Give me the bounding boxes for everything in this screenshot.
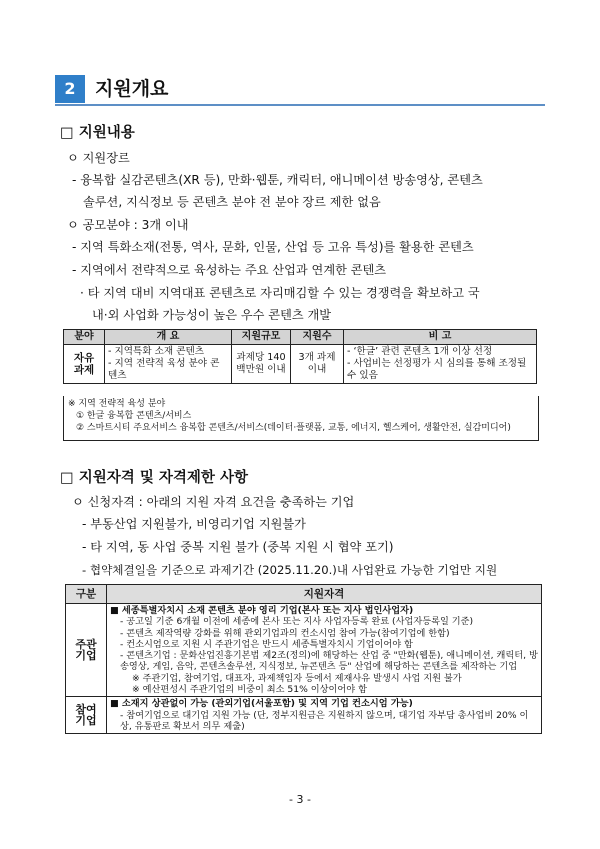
count-cell: 3개 과제 이내 [291,345,344,384]
table-header: 지원자격 [107,585,542,604]
eligibility-cell [107,604,542,697]
eligibility-heading: □ 지원자격 및 자격제한 사항 [60,470,248,486]
support-line: ㅇ 공모분야 : 3개 이내 [67,218,189,232]
support-field-table [63,329,537,384]
table-notes [63,396,539,441]
table-row [66,604,542,697]
eligibility-item: - 컨소시엄으로 지원 시 주관기업은 반드시 세종특별자치시 기업이어야 함 [120,638,413,650]
scale-cell: 과제당 140 백만원 이내 [232,345,291,384]
table-header: 지원규모 [232,330,291,345]
support-line: · 타 지역 대비 지역대표 콘텐츠로 자리매김할 수 있는 경쟁력을 확보하고 국 [80,286,480,300]
support-content-heading: □ 지원내용 [60,125,135,141]
eligibility-item: - 콘텐츠 제작역량 강화를 위해 관외기업과의 컨소시엄 참여 가능(참여기업에 한함) [120,627,450,639]
section-header [55,75,545,103]
overview-item: - 지역특화 소재 콘텐츠 [108,346,205,357]
row-label: 주관 기업 [66,604,107,697]
row-label: 자유 과제 [64,345,105,384]
section-number: 2 [55,75,85,103]
section-divider [55,104,545,106]
note-line: ※ 지역 전략적 육성 분야 [68,399,166,409]
eligibility-note: ※ 예산편성시 주관기업의 비중이 최소 51% 이상이어야 함 [132,684,367,696]
eligibility-heading-line: ■ 소재지 상관없이 가능 (관외기업(서울포함) 및 지역 기업 컨소시엄 가능) [110,698,413,710]
eligibility-note: ※ 주관기업, 참여기업, 대표자, 과제책임자 등에서 제재사유 발생시 사업 지원 불가 [132,672,462,684]
eligibility-line: - 협약체결일을 기준으로 과제기간 (2025.11.20.)내 사업완료 가능한 기업만 지원 [82,563,498,577]
eligibility-line: - 부동산업 지원불가, 비영리기업 지원불가 [82,517,306,531]
eligibility-item: - 공고일 기준 6개월 이전에 세종에 본사 또는 지사 사업자등록 완료 (사업자등록일 기준) [120,616,474,628]
table-row [66,697,542,734]
eligibility-item: - 참여기업으로 대기업 지원 가능 (단, 정부지원금은 지원하지 않으며, 대기업 자부담 총사업비 20% 이상, 유통판로 확보서 의무 제출) [120,709,529,732]
eligibility-table [65,584,542,734]
support-line: 내·외 사업화 가능성이 높은 우수 콘텐츠 개발 [92,308,332,322]
support-line: - 지역 특화소재(전통, 역사, 문화, 인물, 산업 등 고유 특성)를 활용한 콘텐츠 [72,240,474,254]
table-header: 구분 [66,585,107,604]
table-header: 분야 [64,330,105,345]
support-line: - 지역에서 전략적으로 육성하는 주요 산업과 연계한 콘텐츠 [72,263,387,277]
table-header: 개 요 [105,330,232,345]
eligibility-line: ㅇ 신청자격 : 아래의 지원 자격 요건을 충족하는 기업 [72,495,355,509]
remarks-cell [344,345,537,384]
eligibility-cell [107,697,542,734]
table-header: 비 고 [344,330,537,345]
remark-item: - ‘한글’ 관련 콘텐츠 1개 이상 선정 [347,346,493,357]
support-line: - 융복합 실감콘텐츠(XR 등), 만화·웹툰, 캐릭터, 애니메이션 방송영상, 콘텐츠 [72,173,483,187]
table-row [64,345,537,384]
eligibility-heading-line: ■ 세종특별자치시 소재 콘텐츠 분야 영리 기업(본사 또는 지사 법인사업자) [110,605,414,616]
table-header: 지원수 [291,330,344,345]
page-number: - 3 - [289,793,311,806]
table-header-row [64,330,537,345]
support-line: ㅇ 지원장르 [67,151,130,165]
support-line: 솔루션, 지식정보 등 콘텐츠 분야 전 분야 장르 제한 없음 [83,195,381,209]
row-label: 참여 기업 [66,697,107,734]
note-line: ② 스마트시티 주요서비스 융복합 콘텐츠/서비스(데이터·플랫폼, 교통, 에너지, 헬스케어, 생활안전, 실감미디어) [76,423,511,433]
eligibility-item: - 콘텐츠기업 : 문화산업진흥기본법 제2조(정의)에 해당하는 산업 중 "만화(웹툰), 애니메이션, 캐릭터, 방송영상, 게임, 음악, 콘텐츠솔루션, 지식정보, 뉴콘텐츠 등" 산업에 해당하는 콘텐츠를 제작하는 기업 [120,650,538,673]
remark-item: - 사업비는 선정평가 시 심의를 통해 조정될 수 있음 [347,358,527,381]
overview-item: - 지역 전략적 육성 분야 콘텐츠 [108,358,220,381]
table-header-row [66,585,542,604]
eligibility-line: - 타 지역, 동 사업 중복 지원 불가 (중복 지원 시 협약 포기) [82,540,394,554]
note-line: ① 한글 융복합 콘텐츠/서비스 [76,411,192,421]
section-title: 지원개요 [95,78,169,100]
overview-cell [105,345,232,384]
